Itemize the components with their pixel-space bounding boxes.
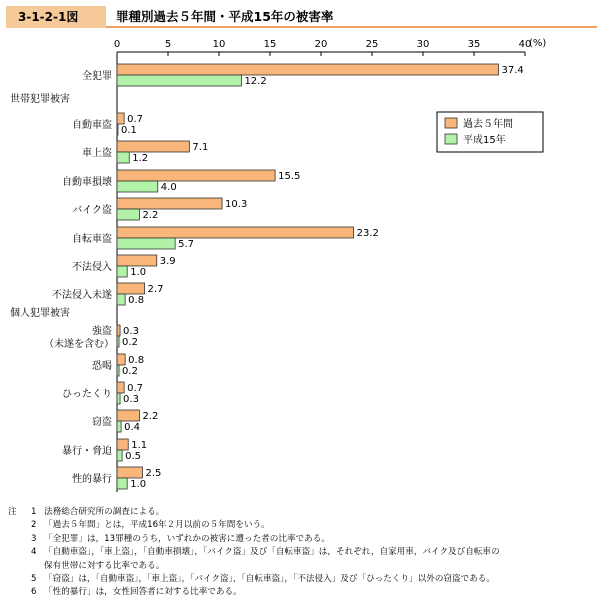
bar-past5-0 <box>117 64 498 75</box>
bar-h15-3 <box>117 181 158 192</box>
group-label-personal: 個人犯罪被害 <box>10 308 70 319</box>
value-label-past5-12: 1.1 <box>131 440 148 451</box>
note-4-continued: 保有世帯に対する比率である。 <box>44 560 165 571</box>
bar-past5-10 <box>117 382 124 393</box>
value-label-past5-7: 2.7 <box>147 284 164 295</box>
value-label-past5-1: 0.7 <box>127 114 144 125</box>
note-3: 3 「全犯罪」は，13罪種のうち，いずれかの被害に遭った者の比率である。 <box>31 533 330 544</box>
value-label-h15-6: 1.0 <box>130 267 147 278</box>
note-4: 4 「自動車盗」，「車上盗」，「自動車損壊」，「バイク盗」及び「自転車盗」は，それぞれ，自家用車，バイク及び自転車の <box>31 547 500 558</box>
category-label-6: 不法侵入 <box>72 262 112 273</box>
x-tick-label-6: 30 <box>416 39 430 50</box>
bar-past5-2 <box>117 141 189 152</box>
bar-past5-11 <box>117 410 139 421</box>
bar-past5-5 <box>117 227 354 238</box>
category-label-13: 性的暴行 <box>72 474 112 485</box>
bar-h15-13 <box>117 478 127 489</box>
category-label-3: 自動車損壊 <box>62 177 112 188</box>
value-label-h15-8: 0.2 <box>122 337 138 348</box>
category-label-10: ひったくり <box>62 389 112 400</box>
value-label-h15-1: 0.1 <box>121 125 137 136</box>
bar-h15-1 <box>117 124 118 135</box>
note-1: 注 1 法務総合研究所の調査による。 <box>8 506 598 519</box>
category-sublabel-8: （未遂を含む） <box>44 339 114 350</box>
bar-h15-6 <box>117 266 127 277</box>
figure-number: 3-1-2-1図 <box>6 6 106 28</box>
bar-past5-8 <box>117 325 120 336</box>
bar-past5-12 <box>117 439 128 450</box>
legend-label-1: 平成15年 <box>463 135 506 146</box>
note-mark: 注 <box>8 507 17 517</box>
category-label-2: 車上盗 <box>82 148 112 159</box>
value-label-past5-10: 0.7 <box>127 383 144 394</box>
value-label-past5-6: 3.9 <box>159 256 176 267</box>
category-label-11: 窃盗 <box>92 417 112 428</box>
bar-h15-7 <box>117 294 125 305</box>
bar-past5-4 <box>117 198 222 209</box>
category-label-0: 全犯罪 <box>82 71 112 82</box>
x-tick-label-7: 35 <box>467 39 481 50</box>
legend-swatch-0 <box>445 118 457 128</box>
bar-h15-8 <box>117 336 119 347</box>
category-label-5: 自転車盗 <box>72 234 112 245</box>
legend-label-0: 過去５年間 <box>463 119 513 130</box>
note-5: 5 「窃盗」は，「自動車盗」，「車上盗」，「バイク盗」，「自転車盗」，「不法侵入」及び「ひったくり」以外の窃盗である。 <box>31 574 495 585</box>
value-label-h15-2: 1.2 <box>132 153 149 164</box>
category-label-1: 自動車盗 <box>72 120 112 131</box>
value-label-past5-2: 7.1 <box>192 142 209 153</box>
value-label-past5-4: 10.3 <box>225 199 248 210</box>
notes-section <box>8 506 598 600</box>
bar-past5-6 <box>117 255 157 266</box>
bar-past5-3 <box>117 170 275 181</box>
bar-h15-5 <box>117 238 175 249</box>
x-tick-label-4: 20 <box>314 39 328 50</box>
bar-h15-9 <box>117 365 119 376</box>
note-6: 6 「性的暴行」は，女性回答者に対する比率である。 <box>31 587 242 598</box>
value-label-h15-9: 0.2 <box>122 366 138 377</box>
value-label-h15-10: 0.3 <box>123 394 139 405</box>
bar-h15-10 <box>117 393 120 404</box>
x-tick-label-0: 0 <box>113 39 121 50</box>
category-label-8: 強盗 <box>92 326 112 337</box>
value-label-past5-5: 23.2 <box>356 228 379 239</box>
bar-h15-11 <box>117 421 121 432</box>
value-label-past5-0: 37.4 <box>501 65 524 76</box>
value-label-h15-3: 4.0 <box>160 182 177 193</box>
value-label-past5-8: 0.3 <box>123 326 139 337</box>
category-label-7: 不法侵入未遂 <box>52 290 112 301</box>
figure-header <box>6 6 597 28</box>
figure-title: 罪種別過去５年間・平成15年の被害率 <box>106 6 597 28</box>
legend-swatch-1 <box>445 134 457 144</box>
note-2: 2 「過去５年間」とは，平成16年２月以前の５年間をいう。 <box>31 520 270 531</box>
bar-past5-13 <box>117 467 143 478</box>
x-tick-label-8: 40 <box>518 39 532 50</box>
bar-h15-4 <box>117 209 139 220</box>
value-label-past5-3: 15.5 <box>278 171 301 182</box>
x-tick-label-5: 25 <box>365 39 379 50</box>
bar-h15-0 <box>117 75 241 86</box>
category-label-12: 暴行・脅迫 <box>62 446 112 457</box>
bar-past5-9 <box>117 354 125 365</box>
bar-chart <box>0 30 603 500</box>
bar-past5-7 <box>117 283 145 294</box>
axis-unit-label: (%) <box>529 38 547 49</box>
value-label-h15-12: 0.5 <box>125 451 142 462</box>
value-label-past5-13: 2.5 <box>145 468 162 479</box>
category-label-9: 恐喝 <box>92 361 112 372</box>
value-label-past5-11: 2.2 <box>142 411 159 422</box>
value-label-h15-4: 2.2 <box>142 210 159 221</box>
bar-h15-12 <box>117 450 122 461</box>
x-tick-label-2: 10 <box>212 39 226 50</box>
category-label-4: バイク盗 <box>72 205 112 216</box>
value-label-h15-11: 0.4 <box>124 422 140 433</box>
group-label-household: 世帯犯罪被害 <box>10 94 70 105</box>
value-label-h15-5: 5.7 <box>178 239 195 250</box>
value-label-h15-0: 12.2 <box>244 76 267 87</box>
value-label-past5-9: 0.8 <box>128 355 145 366</box>
bar-h15-2 <box>117 152 129 163</box>
value-label-h15-13: 1.0 <box>130 479 147 490</box>
x-tick-label-1: 5 <box>164 39 172 50</box>
bar-past5-1 <box>117 113 124 124</box>
x-tick-label-3: 15 <box>263 39 277 50</box>
value-label-h15-7: 0.8 <box>128 295 145 306</box>
